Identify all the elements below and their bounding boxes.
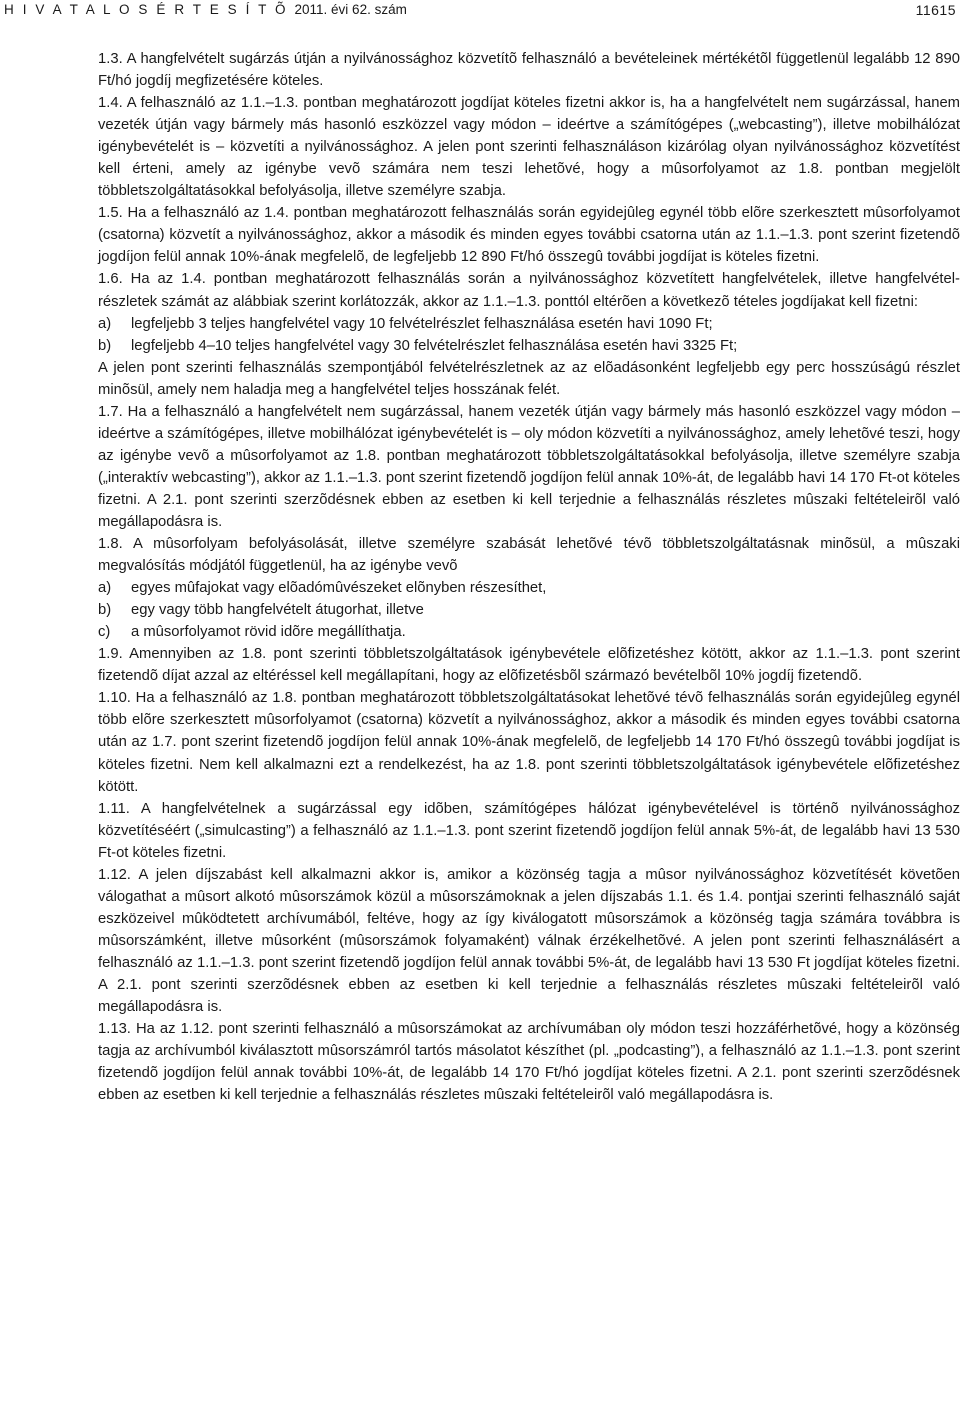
paragraph-1-13: 1.13. Ha az 1.12. pont szerinti felhasználó a mûsorszámokat az archívumában oly módon teszi hozzáférhetõvé, hogy a közönség tagja az archívumból kiválasztott mûsorszámról tartós másolatot készíthet (pl. „podcasting”), a felhasználó az 1.1.–1.3. pont szerint fizetendõ jogdíjon felül annak további 10%-át, de legalább 14 170 Ft/hó jogdíjat köteles fizetni. A 2.1. pont szerinti szerzõdésnek ebben az esetben ki kell terjednie a felhasználás részletes mûszaki feltételeirõl való megállapodásra is. (98, 1021, 960, 1104)
page-number: 11615 (915, 2, 956, 18)
list-item (98, 599, 960, 621)
list-marker: c) (98, 624, 111, 641)
list-text: egy vagy több hangfelvételt átugorhat, illetve (131, 602, 424, 619)
list-text: legfeljebb 4–10 teljes hangfelvétel vagy 30 felvételrészlet felhasználása esetén havi 3325 Ft; (131, 337, 738, 354)
list-item (98, 621, 960, 643)
page-header (0, 0, 960, 22)
paragraph-1-10: 1.10. Ha a felhasználó az 1.8. pontban meghatározott többletszolgáltatásokat lehetõvé tévõ felhasználás során egyidejûleg egynél több elõre szerkesztett mûsorfolyamot (csatorna) közvetít a nyilvánossághoz, akkor a második és minden egyes további csatorna után az 1.7. pont szerint fizetendõ jogdíjon felül annak 10%-ának megfelelõ, de legfeljebb 14 170 Ft/hó összegû további jogdíjat is köteles fizetni. Nem kell alkalmazni ezt a rendelkezést, ha az 1.8. pont szerinti többletszolgáltatások igénybevétele elõfizetéshez kötött. (98, 690, 960, 795)
publication-name: H I V A T A L O S É R T E S Í T Õ (4, 2, 289, 17)
list-marker: b) (98, 602, 112, 619)
list-item (98, 335, 960, 357)
list-text: egyes mûfajokat vagy elõadómûvészeket elõnyben részesíthet, (131, 580, 547, 597)
publication-title (4, 2, 407, 17)
paragraph-1-11: 1.11. A hangfelvételnek a sugárzással egy idõben, számítógépes hálózat igénybevételével is történõ nyilvánossághoz közvetítéséért („simulcasting”) a felhasználó az 1.1.–1.3. pont szerint fizetendõ jogdíjon felül annak 5%-át, de legalább havi 13 530 Ft-ot köteles fizetni. (98, 800, 960, 861)
paragraph-1-8: 1.8. A mûsorfolyam befolyásolását, illetve személyre szabását lehetõvé tévõ többletszolgáltatásnak minõsül, a mûszaki megvalósítás módjától függetlenül, ha az igénybe vevõ (98, 536, 960, 575)
list-marker: a) (98, 580, 112, 597)
list-item (98, 577, 960, 599)
list-text: a mûsorfolyamot rövid idõre megállíthatja. (131, 624, 406, 641)
issue-label: 2011. évi 62. szám (294, 2, 407, 17)
list-marker: a) (98, 315, 112, 332)
paragraph-1-4: 1.4. A felhasználó az 1.1.–1.3. pontban meghatározott jogdíjat köteles fizetni akkor is, ha a hangfelvételt nem sugárzással, hanem vezeték útján vagy bármely más hasonló eszközzel vagy módon – ideértve a számítógépes („webcasting”), illetve mobilhálózat igénybevételét is – közvetíti a nyilvánossághoz. A jelen pont szerinti felhasználáson kizárólag olyan nyilvánossághoz közvetítést kell érteni, amely az igénybe vevõ számára nem teszi lehetõvé, hogy a mûsorfolyamot az 1.8. pontban megjelölt többletszolgáltatásokkal befolyásolja, illetve személyre szabja. (98, 95, 960, 200)
list-text: legfeljebb 3 teljes hangfelvétel vagy 10 felvételrészlet felhasználása esetén havi 1090 Ft; (131, 315, 713, 332)
paragraph-excerpt-definition: A jelen pont szerinti felhasználás szempontjából felvételrészletnek az az elõadásonként legfeljebb egy perc hosszúságú részlet minõsül, amely nem haladja meg a hangfelvétel teljes hosszának felét. (98, 359, 960, 398)
list-item (98, 313, 960, 335)
paragraph-1-5: 1.5. Ha a felhasználó az 1.4. pontban meghatározott felhasználás során egyidejûleg egynél több elõre szerkesztett mûsorfolyamot (csatorna) közvetít a nyilvánossághoz, akkor a második és minden egyes további csatorna után az 1.1.–1.3. pont szerint fizetendõ jogdíjon felül annak 10%-ának megfelelõ, de legfeljebb 12 890 Ft/hó összegû további jogdíjat is köteles fizetni. (98, 205, 960, 266)
list-marker: b) (98, 337, 112, 354)
paragraph-1-3: 1.3. A hangfelvételt sugárzás útján a nyilvánossághoz közvetítõ felhasználó a bevételeinek mértékétõl függetlenül legalább 12 890 Ft/hó jogdíj megfizetésére köteles. (98, 51, 960, 90)
document-body (98, 48, 960, 1106)
paragraph-1-9: 1.9. Amennyiben az 1.8. pont szerinti többletszolgáltatások igénybevétele elõfizetéshez kötött, akkor az 1.1.–1.3. pont szerint fizetendõ díjat azzal az eltéréssel kell megállapítani, hogy az elõfizetésbõl származó bevételbõl 10% jogdíj fizetendõ. (98, 646, 960, 685)
paragraph-1-12: 1.12. A jelen díjszabást kell alkalmazni akkor is, amikor a közönség tagja a mûsor nyilvánossághoz közvetítését követõen válogathat a mûsort alkotó mûsorszámok közül a mûsorszámoknak a jelen díjszabás 1.1. és 1.4. pontjai szerinti felhasználó saját eszközeivel mûködtetett archívumából, feltéve, hogy az így kiválogatott mûsorszámok a közönség tagja számára továbbra is mûsorszámként, illetve mûsorként (mûsorszámok folyamaként) válnak érzékelhetõvé. A jelen pont szerinti felhasználásért a felhasználó az 1.1.–1.3. pont szerint fizetendõ jogdíjon felül annak további 5%-át, de legalább havi 13 530 Ft jogdíjat köteles fizetni. A 2.1. pont szerinti szerzõdésnek ebben az esetben ki kell terjednie a felhasználás részletes mûszaki feltételeirõl való megállapodásra is. (98, 866, 960, 1016)
paragraph-1-6: 1.6. Ha az 1.4. pontban meghatározott felhasználás során a nyilvánossághoz közvetített hangfelvételek, illetve hangfelvétel-részletek számát az alábbiak szerint korlátozzák, akkor az 1.1.–1.3. ponttól eltérõen a következõ tételes jogdíjakat kell fizetni: (98, 271, 960, 310)
paragraph-1-7: 1.7. Ha a felhasználó a hangfelvételt nem sugárzással, hanem vezeték útján vagy bármely más hasonló eszközzel vagy módon – ideértve a számítógépes, illetve mobilhálózat igénybevételét is – oly módon közvetíti a nyilvánossághoz, amely lehetõvé teszi, hogy az igénybe vevõ a mûsorfolyamot az 1.8. pontban meghatározott többletszolgáltatásokkal befolyásolja, illetve személyre szabja („interaktív webcasting”), akkor az 1.1.–1.3. pont szerint fizetendõ jogdíjon felül annak 10%-át, de legalább havi 14 170 Ft-ot köteles fizetni. A 2.1. pont szerinti szerzõdésnek ebben az esetben ki kell terjednie a felhasználás részletes mûszaki feltételeirõl való megállapodásra is. (98, 403, 960, 530)
